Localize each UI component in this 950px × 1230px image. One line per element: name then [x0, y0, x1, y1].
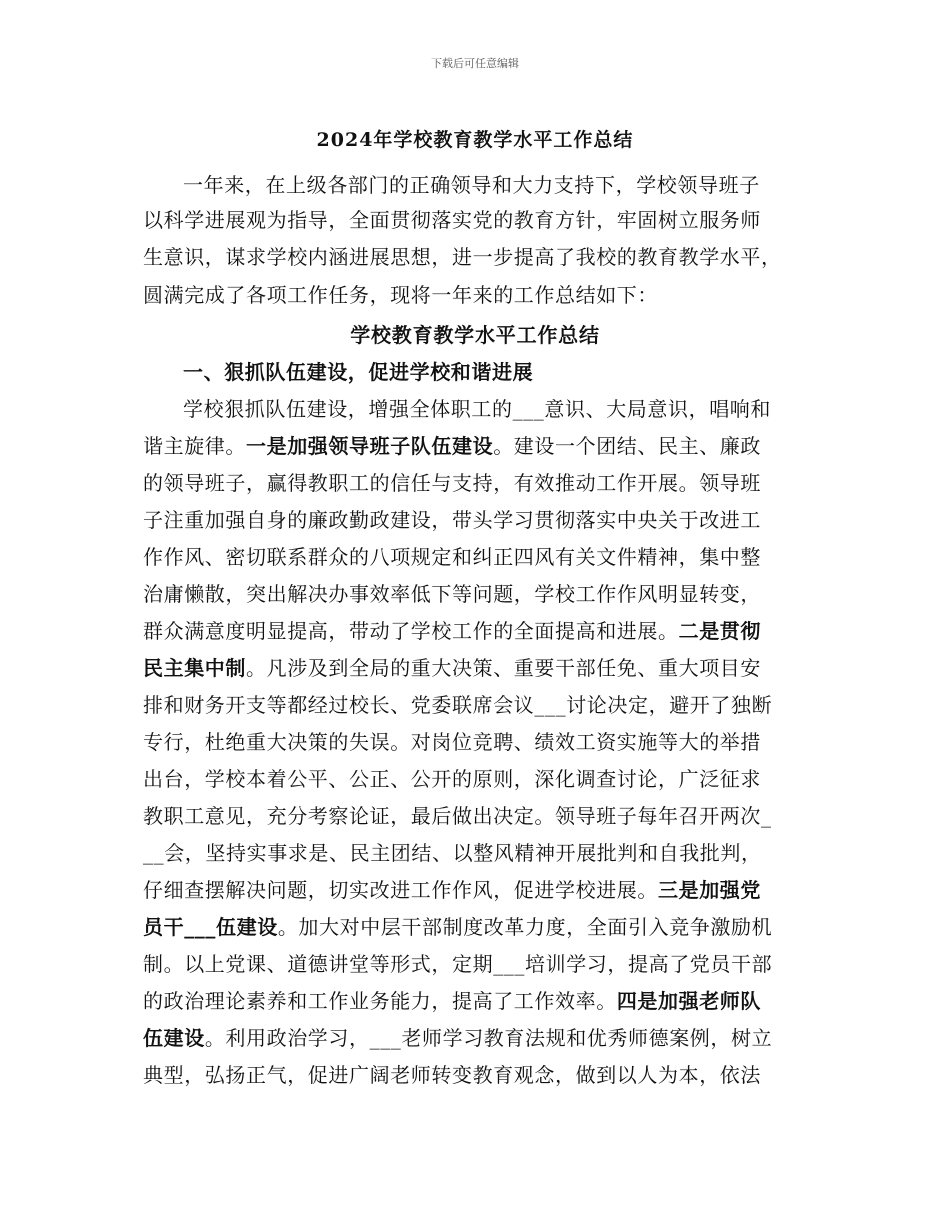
body-line: 作作风、密切联系群众的八项规定和纠正四风有关文件精神，集中整	[143, 545, 761, 569]
body-line: 制。以上党课、道德讲堂等形式，定期___培训学习，提高了党员干部	[143, 952, 773, 976]
section-heading: 一、狠抓队伍建设，促进学校和谐进展	[183, 360, 534, 384]
body-text: 群众满意度明显提高，带动了学校工作的全面提高和进展。	[143, 619, 679, 643]
body-line: 学校狠抓队伍建设，增强全体职工的___意识、大局意识，唱响和	[183, 397, 771, 421]
body-line: 的领导班子，赢得教职工的信任与支持，有效推动工作开展。领导班	[143, 471, 761, 495]
body-line: 教职工意见，充分考察论证，最后做出决定。领导班子每年召开两次_	[143, 804, 772, 828]
body-line: __会，坚持实事求是、民主团结、以整风精神开展批判和自我批判，	[143, 841, 762, 865]
body-text: 。凡涉及到全局的重大决策、重要干部任免、重大项目安	[246, 656, 761, 680]
body-line	[143, 616, 761, 646]
body-line: 排和财务开支等都经过校长、党委联席会议___讨论决定，避开了独断	[143, 693, 773, 717]
body-line: 子注重加强自身的廉政勤政建设，带头学习贯彻落实中央关于改进工	[143, 508, 761, 532]
body-line	[143, 912, 772, 942]
body-line: 治庸懒散，突出解决办事效率低下等问题，学校工作作风明显转变，	[143, 582, 761, 606]
bold-point: 四是加强老师队	[616, 989, 762, 1013]
body-line: 典型，弘扬正气，促进广阔老师转变教育观念，做到以人为本，依法	[143, 1063, 761, 1087]
intro-line: 生意识，谋求学校内涵进展思想，进一步提高了我校的教育教学水平，	[143, 245, 782, 269]
intro-line: 以科学进展观为指导，全面贯彻落实党的教育方针，牢固树立服务师	[143, 208, 761, 232]
body-line	[143, 875, 761, 905]
bold-point: 民主集中制	[143, 656, 246, 680]
bold-point: 二是贯彻	[678, 619, 762, 643]
body-line	[143, 1023, 772, 1053]
body-line	[143, 986, 761, 1016]
body-text: 。利用政治学习，___老师学习教育法规和优秀师德案例，树立	[204, 1026, 773, 1050]
body-line	[143, 653, 761, 683]
document-subtitle: 学校教育教学水平工作总结	[350, 323, 600, 347]
bold-point: 三是加强党	[658, 878, 761, 902]
bold-point: 伍建设	[143, 1026, 205, 1050]
body-text: 的政治理论素养和工作业务能力，提高了工作效率。	[143, 989, 617, 1013]
body-text: 谐主旋律。	[143, 434, 246, 458]
intro-line: 一年来，在上级各部门的正确领导和大力支持下，学校领导班子	[183, 173, 760, 197]
body-line: 专行，杜绝重大决策的失误。对岗位竞聘、绩效工资实施等大的举措	[143, 730, 761, 754]
page-header-note: 下载后可任意编辑	[431, 57, 519, 70]
body-text: 仔细查摆解决问题，切实改进工作作风，促进学校进展。	[143, 878, 658, 902]
body-line	[143, 431, 761, 461]
document-title: 2024年学校教育教学水平工作总结	[316, 129, 634, 151]
body-line: 出台，学校本着公平、公正、公开的原则，深化调查讨论，广泛征求	[143, 767, 761, 791]
body-text: 。建设一个团结、民主、廉政	[493, 434, 762, 458]
body-text: 。加大对中层干部制度改革力度，全面引入竞争激励机	[277, 915, 773, 939]
bold-point: 一是加强领导班子队伍建设	[246, 434, 494, 458]
intro-line: 圆满完成了各项工作任务，现将一年来的工作总结如下：	[143, 283, 658, 307]
bold-point: 员干___伍建设	[143, 915, 278, 939]
